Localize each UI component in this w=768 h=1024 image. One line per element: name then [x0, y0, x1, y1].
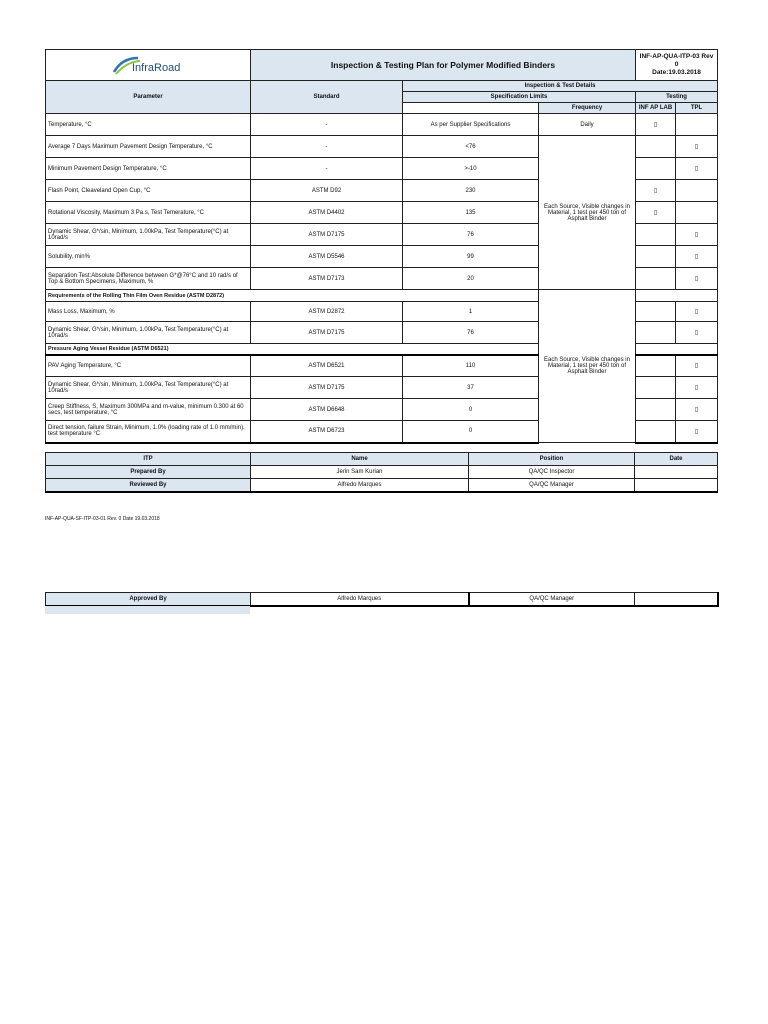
- signoff-col-name: Name: [251, 453, 469, 466]
- row-standard: ASTM D4402: [251, 202, 403, 224]
- col-testing: Testing: [636, 92, 718, 103]
- row-standard: ASTM D2872: [251, 302, 403, 322]
- row-spec: 20: [403, 268, 539, 290]
- lab-cell: [636, 224, 676, 246]
- row-spec: >-10: [403, 158, 539, 180]
- lab-cell: [636, 158, 676, 180]
- lab-check-icon: ▯: [636, 114, 676, 136]
- row-spec: 76: [403, 224, 539, 246]
- prepared-by-position: QA/QC Inspector: [469, 466, 635, 479]
- lab-cell: [636, 136, 676, 158]
- row-spec: 230: [403, 180, 539, 202]
- row-parameter: PAV Aging Temperature, °C: [46, 355, 251, 377]
- prepared-by-name: Jerin Sam Kurian: [251, 466, 469, 479]
- approved-by-date: [635, 593, 718, 607]
- row-standard: ASTM D6723: [251, 421, 403, 443]
- doc-date: Date:19.03.2018: [652, 69, 701, 76]
- tpl-check-icon: ▯: [676, 224, 718, 246]
- section-blank: [636, 290, 718, 302]
- row-parameter: Solubility, min%: [46, 246, 251, 268]
- lab-cell: [636, 246, 676, 268]
- lab-cell: [636, 421, 676, 443]
- col-tpl: TPL: [676, 103, 718, 114]
- logo-text: InfraRoad: [132, 62, 181, 74]
- row-spec: As per Supplier Specifications: [403, 114, 539, 136]
- tpl-check-icon: ▯: [676, 355, 718, 377]
- itp-table: [45, 49, 718, 444]
- prepared-by-label: Prepared By: [46, 466, 251, 479]
- col-inf-ap-lab: INF AP LAB: [636, 103, 676, 114]
- col-spec-blank: [403, 103, 539, 114]
- lab-check-icon: ▯: [636, 180, 676, 202]
- row-parameter: Direct tension, failure Strain, Minimum, 1.0% (loading rate of 1.0 mm/min), test temperature °C: [46, 421, 251, 443]
- tpl-check-icon: ▯: [676, 246, 718, 268]
- row-parameter: Dynamic Shear, G*/sin, Minimum, 1.00kPa, Test Temperature(°C) at 10rad/s: [46, 322, 251, 344]
- form-reference: INF-AP-QUA-SF-ITP-03-01 Rev. 0 Date 19.03.2018: [45, 516, 160, 522]
- lab-cell: [636, 322, 676, 344]
- row-spec: <76: [403, 136, 539, 158]
- row-standard: ASTM D7175: [251, 322, 403, 344]
- table-row: [46, 136, 718, 158]
- col-standard: Standard: [251, 81, 403, 114]
- col-inspection-test-details: Inspection & Test Details: [403, 81, 718, 92]
- row-standard: ASTM D7175: [251, 224, 403, 246]
- row-parameter: Minimum Pavement Design Temperature, °C: [46, 158, 251, 180]
- section-row: [46, 290, 718, 302]
- tpl-cell: [676, 180, 718, 202]
- tpl-check-icon: ▯: [676, 377, 718, 399]
- row-spec: 1: [403, 302, 539, 322]
- row-frequency: Daily: [539, 114, 636, 136]
- tpl-check-icon: ▯: [676, 268, 718, 290]
- tpl-check-icon: ▯: [676, 421, 718, 443]
- signoff-col-itp: ITP: [46, 453, 251, 466]
- lab-cell: [636, 399, 676, 421]
- lab-cell: [636, 268, 676, 290]
- tpl-check-icon: ▯: [676, 158, 718, 180]
- lab-cell: [636, 377, 676, 399]
- row-spec: 110: [403, 355, 539, 377]
- row-parameter: Separation Test:Absolute Difference between G*@76°C and 10 rad/s of Top & Bottom Specimens, Maximum, %: [46, 268, 251, 290]
- row-parameter: Temperature, °C: [46, 114, 251, 136]
- company-logo: [46, 50, 251, 81]
- tpl-cell: [676, 202, 718, 224]
- row-frequency-group: Each Source, Visible changes in Material, 1 test per 450 ton of Asphalt Binder: [539, 290, 636, 443]
- reviewed-by-date: [635, 479, 718, 493]
- row-parameter: Dynamic Shear, G*/sin, Minimum, 1.00kPa, Test Temperature(°C) at 10rad/s: [46, 377, 251, 399]
- approved-by-position: QA/QC Manager: [469, 593, 635, 607]
- lab-cell: [636, 355, 676, 377]
- row-standard: ASTM D5546: [251, 246, 403, 268]
- approval-fill: [45, 606, 250, 614]
- col-frequency: Frequency: [539, 103, 636, 114]
- row-parameter: Mass Loss, Maximum, %: [46, 302, 251, 322]
- signoff-col-date: Date: [635, 453, 718, 466]
- signoff-table: [45, 452, 718, 493]
- row-standard: ASTM D6521: [251, 355, 403, 377]
- row-standard: ASTM D7175: [251, 377, 403, 399]
- signoff-col-position: Position: [469, 453, 635, 466]
- reviewed-by-position: QA/QC Manager: [469, 479, 635, 493]
- row-frequency-group: Each Source, Visible changes in Material, 1 test per 450 ton of Asphalt Binder: [539, 136, 636, 290]
- document-number: [636, 50, 718, 81]
- approval-table: [45, 592, 719, 607]
- tpl-check-icon: ▯: [676, 136, 718, 158]
- document-title: Inspection & Testing Plan for Polymer Modified Binders: [251, 50, 636, 81]
- table-row: [46, 114, 718, 136]
- lab-cell: [636, 302, 676, 322]
- tpl-check-icon: ▯: [676, 302, 718, 322]
- row-spec: 0: [403, 421, 539, 443]
- doc-no: INF-AP-QUA-ITP-03 Rev 0: [639, 53, 714, 68]
- col-parameter: Parameter: [46, 81, 251, 114]
- row-parameter: Dynamic Shear, G*/sin, Minimum, 1.00kPa, Test Temperature(°C) at 10rad/s: [46, 224, 251, 246]
- tpl-cell: [676, 114, 718, 136]
- row-standard: -: [251, 114, 403, 136]
- infraroad-logo-icon: [108, 52, 188, 78]
- row-spec: 0: [403, 399, 539, 421]
- row-standard: -: [251, 136, 403, 158]
- prepared-by-date: [635, 466, 718, 479]
- row-parameter: Rotational Viscosity, Maximum 3 Pa.s, Test Temerature, °C: [46, 202, 251, 224]
- row-spec: 99: [403, 246, 539, 268]
- reviewed-by-name: Alfredo Marques: [251, 479, 469, 493]
- row-standard: -: [251, 158, 403, 180]
- row-parameter: Creep Stiffness, S, Maximum 300MPa and m-value, minimum 0.300 at 60 secs, test temperature, °C: [46, 399, 251, 421]
- row-parameter: Flash Point, Cleaveland Open Cup, °C: [46, 180, 251, 202]
- row-standard: ASTM D92: [251, 180, 403, 202]
- row-standard: ASTM D7173: [251, 268, 403, 290]
- approved-by-label: Approved By: [46, 593, 251, 607]
- lab-check-icon: ▯: [636, 202, 676, 224]
- col-specification-limits: Specification Limits: [403, 92, 636, 103]
- section-rtfo-heading: Requirements of the Rolling Thin Film Oven Residue (ASTM D2872): [46, 290, 539, 302]
- tpl-check-icon: ▯: [676, 322, 718, 344]
- section-blank: [636, 344, 718, 355]
- row-parameter: Average 7 Days Maximum Pavement Design Temperature, °C: [46, 136, 251, 158]
- section-pav-heading: Pressure Aging Vessel Residue (ASTM D6521): [46, 344, 539, 355]
- row-spec: 37: [403, 377, 539, 399]
- reviewed-by-label: Reviewed By: [46, 479, 251, 493]
- tpl-check-icon: ▯: [676, 399, 718, 421]
- row-spec: 135: [403, 202, 539, 224]
- approved-by-name: Alfredo Marques: [251, 593, 469, 607]
- row-standard: ASTM D6648: [251, 399, 403, 421]
- row-spec: 76: [403, 322, 539, 344]
